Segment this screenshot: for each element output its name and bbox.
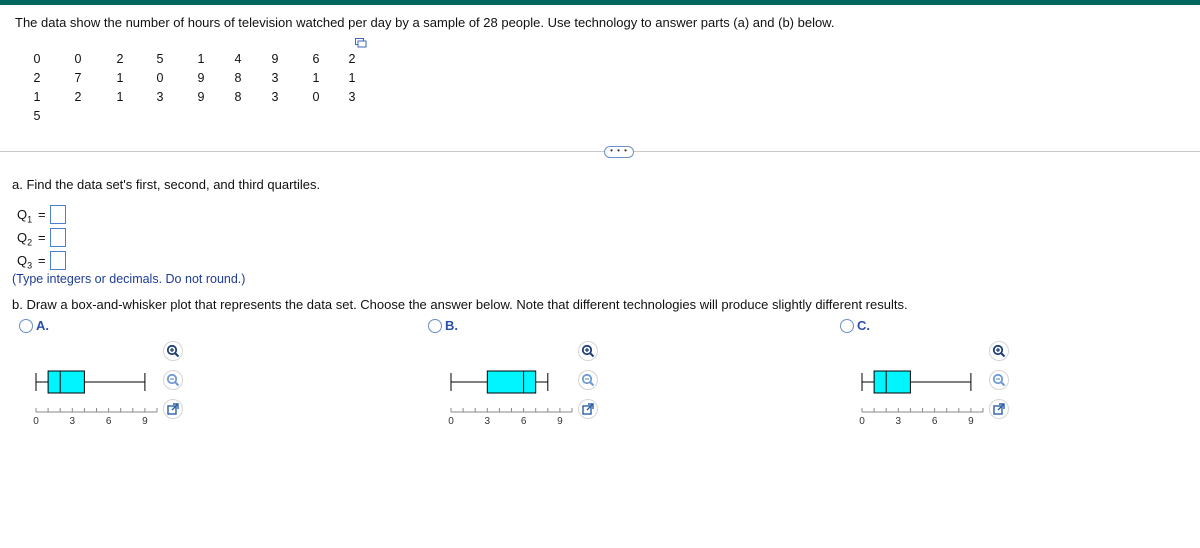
data-cell: 8: [234, 71, 242, 85]
data-cell: 7: [74, 71, 82, 85]
data-cell: 0: [74, 52, 82, 66]
data-cell: 0: [312, 90, 320, 104]
data-cell: 9: [197, 90, 205, 104]
data-cell: 2: [74, 90, 82, 104]
data-cell: 1: [33, 90, 41, 104]
data-cell: 2: [33, 71, 41, 85]
axis-tick-label: 3: [895, 416, 902, 427]
zoom-out-icon[interactable]: [989, 370, 1009, 390]
data-cell: 9: [271, 52, 279, 66]
q1-input[interactable]: [50, 205, 66, 224]
zoom-in-icon[interactable]: [989, 341, 1009, 361]
part-a-question: a. Find the data set's first, second, and third quartiles.: [12, 177, 321, 192]
q2-row: [17, 230, 46, 248]
data-cell: 1: [116, 71, 124, 85]
data-cell: 3: [271, 90, 279, 104]
open-new-window-icon[interactable]: [989, 399, 1009, 419]
data-cell: 5: [156, 52, 164, 66]
axis-tick-label: 9: [142, 416, 148, 427]
part-b-question: b. Draw a box-and-whisker plot that represents the data set. Choose the answer below. Note that different technologies will produce slightly different results.: [12, 297, 908, 312]
axis-tick-label: 6: [520, 416, 527, 427]
data-cell: 2: [116, 52, 124, 66]
option-a-label: A.: [36, 318, 49, 333]
data-cell: 1: [312, 71, 320, 85]
axis-tick-label: 6: [105, 416, 112, 427]
data-cell: 0: [156, 71, 164, 85]
q3-row: [17, 253, 46, 271]
axis-tick-label: 6: [931, 416, 938, 427]
data-cell: 4: [234, 52, 242, 66]
answer-format-note: (Type integers or decimals. Do not round.): [12, 272, 246, 286]
open-new-window-icon[interactable]: [163, 399, 183, 419]
data-cell: 5: [33, 109, 41, 123]
zoom-in-icon[interactable]: [163, 341, 183, 361]
axis-tick-label: 3: [484, 416, 491, 427]
q2-equals: =: [38, 230, 46, 245]
axis-tick-label: 9: [557, 416, 563, 427]
data-cell: 8: [234, 90, 242, 104]
copy-data-icon[interactable]: [355, 38, 367, 48]
axis-tick-label: 0: [448, 416, 454, 427]
axis-tick-label: 0: [859, 416, 865, 427]
option-c-radio[interactable]: [840, 319, 854, 333]
top-bar: [0, 0, 1200, 5]
data-cell: 3: [156, 90, 164, 104]
q2-input[interactable]: [50, 228, 66, 247]
zoom-in-icon[interactable]: [578, 341, 598, 361]
q1-row: [17, 207, 46, 225]
data-cell: 1: [197, 52, 205, 66]
option-a-radio[interactable]: [19, 319, 33, 333]
q2-label: $Q_2$: [17, 230, 33, 248]
zoom-out-icon[interactable]: [578, 370, 598, 390]
open-new-window-icon[interactable]: [578, 399, 598, 419]
q1-equals: =: [38, 207, 46, 222]
axis-tick-label: 9: [968, 416, 974, 427]
data-cell: 1: [348, 71, 356, 85]
axis-tick-label: 0: [33, 416, 39, 427]
q3-label: $Q_3$: [17, 253, 33, 271]
axis-tick-label: 3: [69, 416, 76, 427]
data-cell: 0: [33, 52, 41, 66]
box-iqr: [487, 371, 535, 393]
section-divider: [0, 151, 1200, 152]
option-b-radio[interactable]: [428, 319, 442, 333]
more-button[interactable]: • • •: [604, 146, 634, 158]
option-c-label: C.: [857, 318, 870, 333]
data-cell: 3: [271, 71, 279, 85]
option-b-label: B.: [445, 318, 458, 333]
data-cell: 9: [197, 71, 205, 85]
q3-input[interactable]: [50, 251, 66, 270]
data-cell: 2: [348, 52, 356, 66]
box-iqr: [874, 371, 910, 393]
data-cell: 6: [312, 52, 320, 66]
zoom-out-icon[interactable]: [163, 370, 183, 390]
q1-label: $Q_1$: [17, 207, 33, 225]
q3-equals: =: [38, 253, 46, 268]
question-prompt: The data show the number of hours of television watched per day by a sample of 28 people. Use technology to answer parts (a) and (b) below.: [15, 15, 835, 30]
box-iqr: [48, 371, 84, 393]
data-cell: 3: [348, 90, 356, 104]
data-cell: 1: [116, 90, 124, 104]
